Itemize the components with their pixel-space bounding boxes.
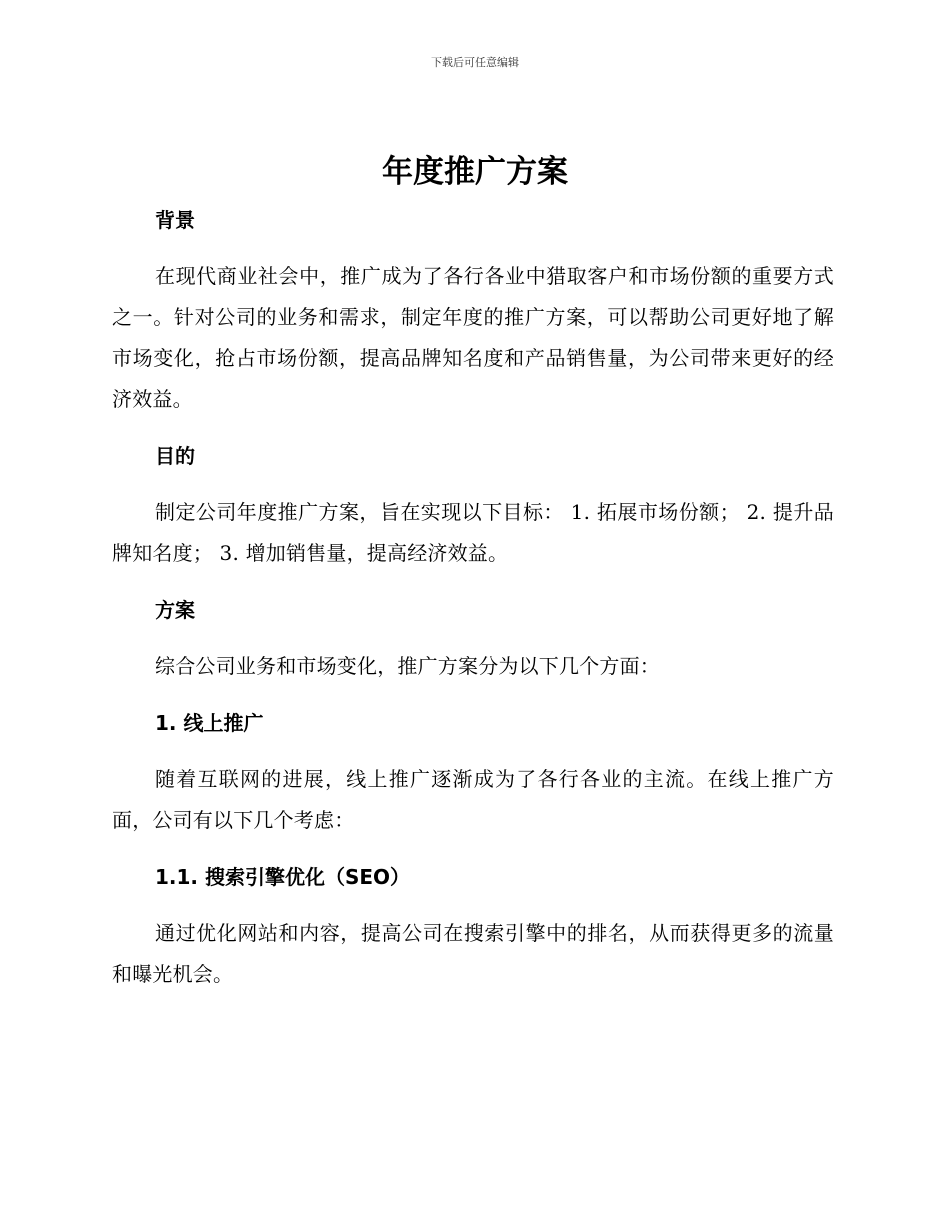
heading-seo: 1.1. 搜索引擎优化（SEO） <box>155 865 411 889</box>
paragraph-purpose: 制定公司年度推广方案，旨在实现以下目标： 1. 拓展市场份额； 2. 提升品牌知名度； 3. 增加销售量，提高经济效益。 <box>112 500 834 565</box>
paragraph-online-promotion: 随着互联网的进展，线上推广逐渐成为了各行各业的主流。在线上推广方面，公司有以下几个考虑： <box>112 767 834 832</box>
heading-online-promotion: 1. 线上推广 <box>155 711 264 735</box>
document-body <box>112 204 834 1015</box>
document-title: 年度推广方案 <box>382 154 568 190</box>
paragraph-plan: 综合公司业务和市场变化，推广方案分为以下几个方面： <box>155 654 660 678</box>
paragraph-background: 在现代商业社会中，推广成为了各行各业中猎取客户和市场份额的重要方式之一。针对公司的业务和需求，制定年度的推广方案，可以帮助公司更好地了解市场变化，抢占市场份额，提高品牌知名度和产品销售量，为公司带来更好的经济效益。 <box>112 264 834 411</box>
heading-purpose: 目的 <box>155 444 195 468</box>
header-note: 下载后可任意编辑 <box>431 56 519 69</box>
heading-plan: 方案 <box>155 598 195 622</box>
paragraph-seo: 通过优化网站和内容，提高公司在搜索引擎中的排名，从而获得更多的流量和曝光机会。 <box>112 921 834 986</box>
heading-background: 背景 <box>155 208 195 232</box>
